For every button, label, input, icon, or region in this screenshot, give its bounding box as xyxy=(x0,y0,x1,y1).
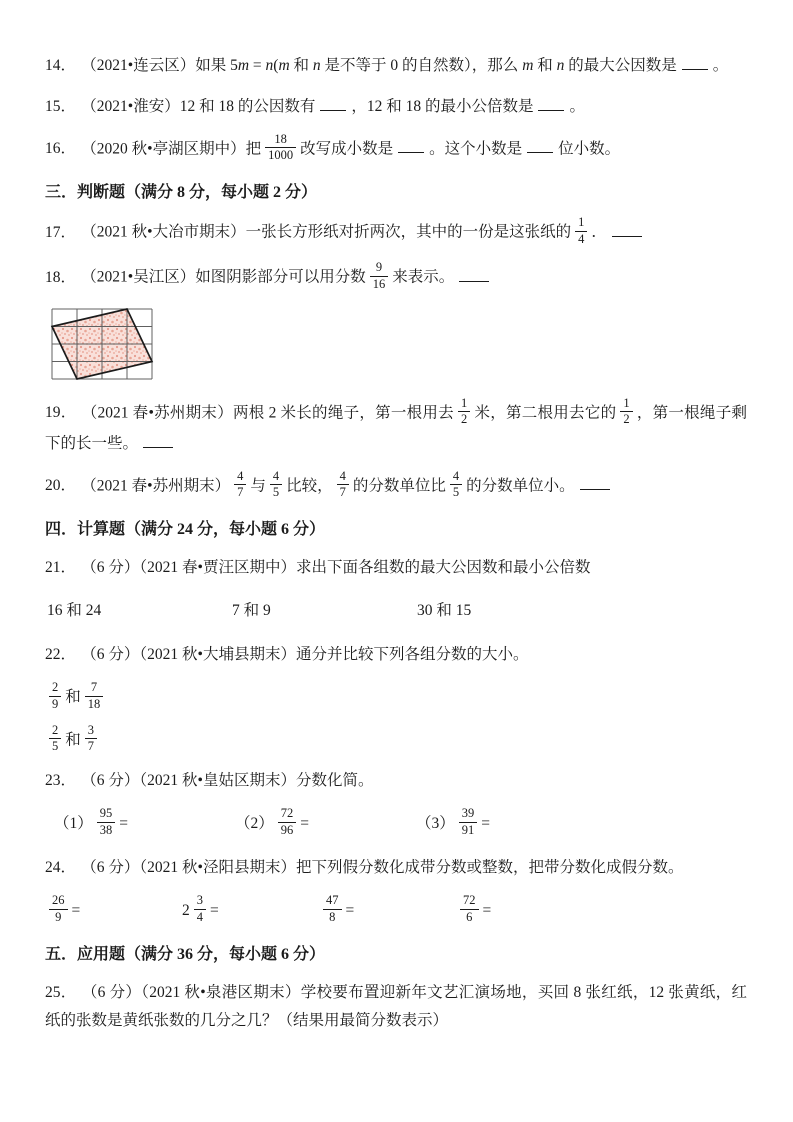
question-17 xyxy=(45,217,747,249)
fraction xyxy=(265,132,296,164)
math-variable: m xyxy=(278,57,290,74)
text-run: （2021 秋•大冶市期末）一张长方形纸对折两次，其中的一份是这张纸的 xyxy=(89,223,572,241)
expression-cell xyxy=(232,595,417,628)
text-run: = xyxy=(71,902,81,920)
tilted-square-grid-image xyxy=(50,308,154,380)
answer-blank xyxy=(143,432,173,448)
text-run: 和 xyxy=(533,57,557,74)
text-run: 改写成小数是 xyxy=(300,140,394,158)
fraction xyxy=(49,893,68,925)
fraction-denominator: 16 xyxy=(372,276,386,291)
section-heading: 三．判断题（满分 8 分，每小题 2 分） xyxy=(45,184,318,202)
text-run: 。 xyxy=(712,57,729,74)
text-run: （2020 秋•亭湖区期中）把 xyxy=(89,140,262,158)
expression-cell xyxy=(45,895,182,928)
fraction-numerator: 1 xyxy=(575,215,587,232)
fraction-denominator: 5 xyxy=(452,485,460,500)
text-run: （2021 春•苏州期末）两根 2 米长的绳子，第一根用去 xyxy=(89,404,454,422)
fraction-numerator: 4 xyxy=(234,469,246,486)
expression-row xyxy=(45,805,747,841)
fraction xyxy=(460,893,479,925)
question-24 xyxy=(45,854,747,882)
fraction-denominator: 5 xyxy=(272,485,280,500)
question-22 xyxy=(45,641,747,669)
text-run: = xyxy=(345,902,355,920)
question-number: 20． xyxy=(45,477,77,495)
expression-cell xyxy=(417,595,602,628)
fraction-pair-line xyxy=(45,722,747,757)
question-19 xyxy=(45,395,747,458)
fraction-denominator: 7 xyxy=(339,485,346,500)
fraction-denominator: 4 xyxy=(578,231,585,246)
text-run: 2 xyxy=(182,902,190,920)
question-14 xyxy=(45,52,747,80)
answer-blank xyxy=(398,138,424,154)
fraction-numerator: 2 xyxy=(49,680,61,697)
text-run: （2021•连云区）如果 5 xyxy=(89,57,238,74)
expression-cell xyxy=(416,805,597,841)
math-variable: n xyxy=(265,57,274,74)
fraction xyxy=(234,469,246,501)
fraction xyxy=(459,806,478,838)
fraction xyxy=(194,893,206,925)
fraction xyxy=(49,680,61,712)
math-variable: m xyxy=(237,57,250,74)
text-run: 的分数单位比 xyxy=(352,477,446,495)
expression-cell xyxy=(319,895,456,928)
fraction xyxy=(620,396,632,428)
text-run: 。这个小数是 xyxy=(429,140,523,158)
text-run: 比较， xyxy=(286,477,333,495)
text-run: 7 和 9 xyxy=(232,601,271,619)
text-run: 和 xyxy=(289,57,313,74)
fraction xyxy=(270,469,282,501)
fraction-numerator: 2 xyxy=(49,723,61,740)
expression-cell xyxy=(47,595,232,628)
fraction-numerator: 72 xyxy=(460,893,479,910)
text-run: 。 xyxy=(569,97,585,115)
fraction-denominator: 9 xyxy=(55,910,62,925)
fraction-numerator: 1 xyxy=(458,396,470,413)
expression-row xyxy=(45,595,747,628)
answer-blank xyxy=(527,138,553,154)
answer-blank xyxy=(682,54,708,70)
text-run: （6 分）（2021 春•贾汪区期中）求出下面各组数的最大公因数和最小公倍数 xyxy=(89,558,591,576)
fraction-denominator: 4 xyxy=(196,910,203,925)
text-run: = xyxy=(210,902,219,920)
answer-blank xyxy=(320,95,346,111)
text-run: = xyxy=(481,814,491,832)
expression-row xyxy=(45,895,747,928)
fraction-denominator: 5 xyxy=(52,739,59,754)
fraction-denominator: 38 xyxy=(99,822,113,837)
question-23 xyxy=(45,767,747,795)
text-run: （6 分）（2021 秋•大埔县期末）通分并比较下列各组分数的大小。 xyxy=(89,646,529,664)
math-variable: m xyxy=(522,57,534,74)
fraction xyxy=(85,680,104,712)
question-18 xyxy=(45,262,747,294)
section-heading: 四．计算题（满分 24 分，每小题 6 分） xyxy=(45,520,326,538)
fraction-numerator: 39 xyxy=(459,806,478,823)
answer-blank xyxy=(612,221,642,237)
fraction-numerator: 26 xyxy=(49,893,68,910)
math-variable: n xyxy=(312,57,321,74)
expression-cell xyxy=(235,805,416,841)
fraction-numerator: 4 xyxy=(337,469,349,486)
question-25 xyxy=(45,979,747,1035)
question-21 xyxy=(45,554,747,582)
fraction-denominator: 8 xyxy=(329,910,336,925)
fraction-denominator: 7 xyxy=(237,485,244,500)
section-heading: 五．应用题（满分 36 分，每小题 6 分） xyxy=(45,945,326,963)
text-run: 的分数单位小。 xyxy=(466,477,575,495)
text-run: 的最大公因数是 xyxy=(564,57,677,74)
fraction xyxy=(323,893,342,925)
fraction-numerator: 18 xyxy=(265,132,296,149)
text-run: ( xyxy=(273,57,279,74)
text-run: （2021 春•苏州期末） xyxy=(89,477,231,495)
question-number: 22． xyxy=(45,646,77,664)
expression-cell xyxy=(182,895,319,928)
question-number: 16． xyxy=(45,140,77,158)
fraction-denominator: 1000 xyxy=(268,148,294,163)
text-run: 和 xyxy=(65,731,81,749)
fraction-numerator: 1 xyxy=(620,396,632,413)
fraction xyxy=(575,215,587,247)
question-number: 17． xyxy=(45,223,77,241)
fraction xyxy=(450,469,462,501)
worksheet-body xyxy=(45,52,747,1034)
text-run: = xyxy=(300,814,310,832)
text-run: 16 和 24 xyxy=(47,601,102,619)
text-run: = xyxy=(119,814,129,832)
fraction-numerator: 3 xyxy=(85,723,97,740)
fraction-numerator: 3 xyxy=(194,893,206,910)
question-number: 21． xyxy=(45,558,77,576)
text-run: （2） xyxy=(235,814,274,832)
fraction xyxy=(85,723,97,755)
fraction-denominator: 2 xyxy=(623,412,630,427)
fraction xyxy=(337,469,349,501)
text-run: ，第一根绳子剩下的长一些。 xyxy=(45,404,747,452)
text-run: （2021•淮安）12 和 18 的公因数有 xyxy=(89,97,316,115)
answer-blank xyxy=(580,475,610,491)
fraction-denominator: 18 xyxy=(87,696,101,711)
text-run: 是不等于 0 的自然数），那么 xyxy=(320,57,523,74)
fraction-numerator: 72 xyxy=(278,806,297,823)
fraction xyxy=(97,806,116,838)
answer-blank xyxy=(459,266,489,282)
fraction-pair-line xyxy=(45,682,747,714)
text-run: 和 xyxy=(65,688,81,706)
question-number: 15． xyxy=(45,97,77,115)
text-run: （6 分）（2021 秋•泾阳县期末）把下列假分数化成带分数或整数，把带分数化成假分数。 xyxy=(89,859,684,877)
fraction-numerator: 95 xyxy=(97,806,116,823)
fraction-numerator: 4 xyxy=(450,469,462,486)
math-variable: n xyxy=(556,57,565,74)
text-run: 位小数。 xyxy=(558,140,621,158)
text-run: （6 分）（2021 秋•泉港区期末）学校要布置迎新年文艺汇演场地，买回 8 张红纸，12 张黄纸，红纸的张数是黄纸张数的几分之几？（结果用最简分数表示） xyxy=(45,983,747,1029)
text-run: 来表示。 xyxy=(392,268,455,286)
fraction-numerator: 9 xyxy=(370,260,389,277)
fraction-denominator: 7 xyxy=(87,739,95,754)
fraction xyxy=(370,260,389,292)
text-run: （6 分）（2021 秋•皇姑区期末）分数化简。 xyxy=(89,771,374,789)
fraction-denominator: 6 xyxy=(466,910,473,925)
text-run: ，12 和 18 的最小公倍数是 xyxy=(351,97,534,115)
expression-cell xyxy=(54,805,235,841)
question-number: 24． xyxy=(45,859,77,877)
fraction-denominator: 91 xyxy=(461,822,475,837)
answer-blank xyxy=(538,95,564,111)
text-run: （3） xyxy=(416,814,455,832)
text-run: ． xyxy=(591,223,607,241)
text-run: 与 xyxy=(250,477,266,495)
expression-cell xyxy=(456,895,593,928)
text-run: 30 和 15 xyxy=(417,601,472,619)
text-run: = xyxy=(482,902,492,920)
question-number: 14． xyxy=(45,57,77,74)
text-run: （1） xyxy=(54,814,93,832)
fraction-numerator: 4 xyxy=(270,469,282,486)
fraction-denominator: 2 xyxy=(460,412,468,427)
question-number: 23． xyxy=(45,771,77,789)
question-number: 19． xyxy=(45,404,77,422)
fraction-denominator: 9 xyxy=(52,696,59,711)
text-run: 米，第二根用去它的 xyxy=(474,404,617,422)
fraction xyxy=(278,806,297,838)
question-number: 18． xyxy=(45,268,77,286)
text-run: （2021•吴江区）如图阴影部分可以用分数 xyxy=(89,268,366,286)
question-20 xyxy=(45,468,747,503)
fraction-numerator: 7 xyxy=(85,680,104,697)
question-15 xyxy=(45,93,747,121)
q18-grid-figure xyxy=(50,308,747,380)
fraction-denominator: 96 xyxy=(280,822,294,837)
fraction xyxy=(458,396,470,428)
question-16 xyxy=(45,131,747,166)
text-run: = xyxy=(249,57,266,74)
question-number: 25． xyxy=(45,983,77,1001)
fraction xyxy=(49,723,61,755)
fraction-numerator: 47 xyxy=(323,893,342,910)
